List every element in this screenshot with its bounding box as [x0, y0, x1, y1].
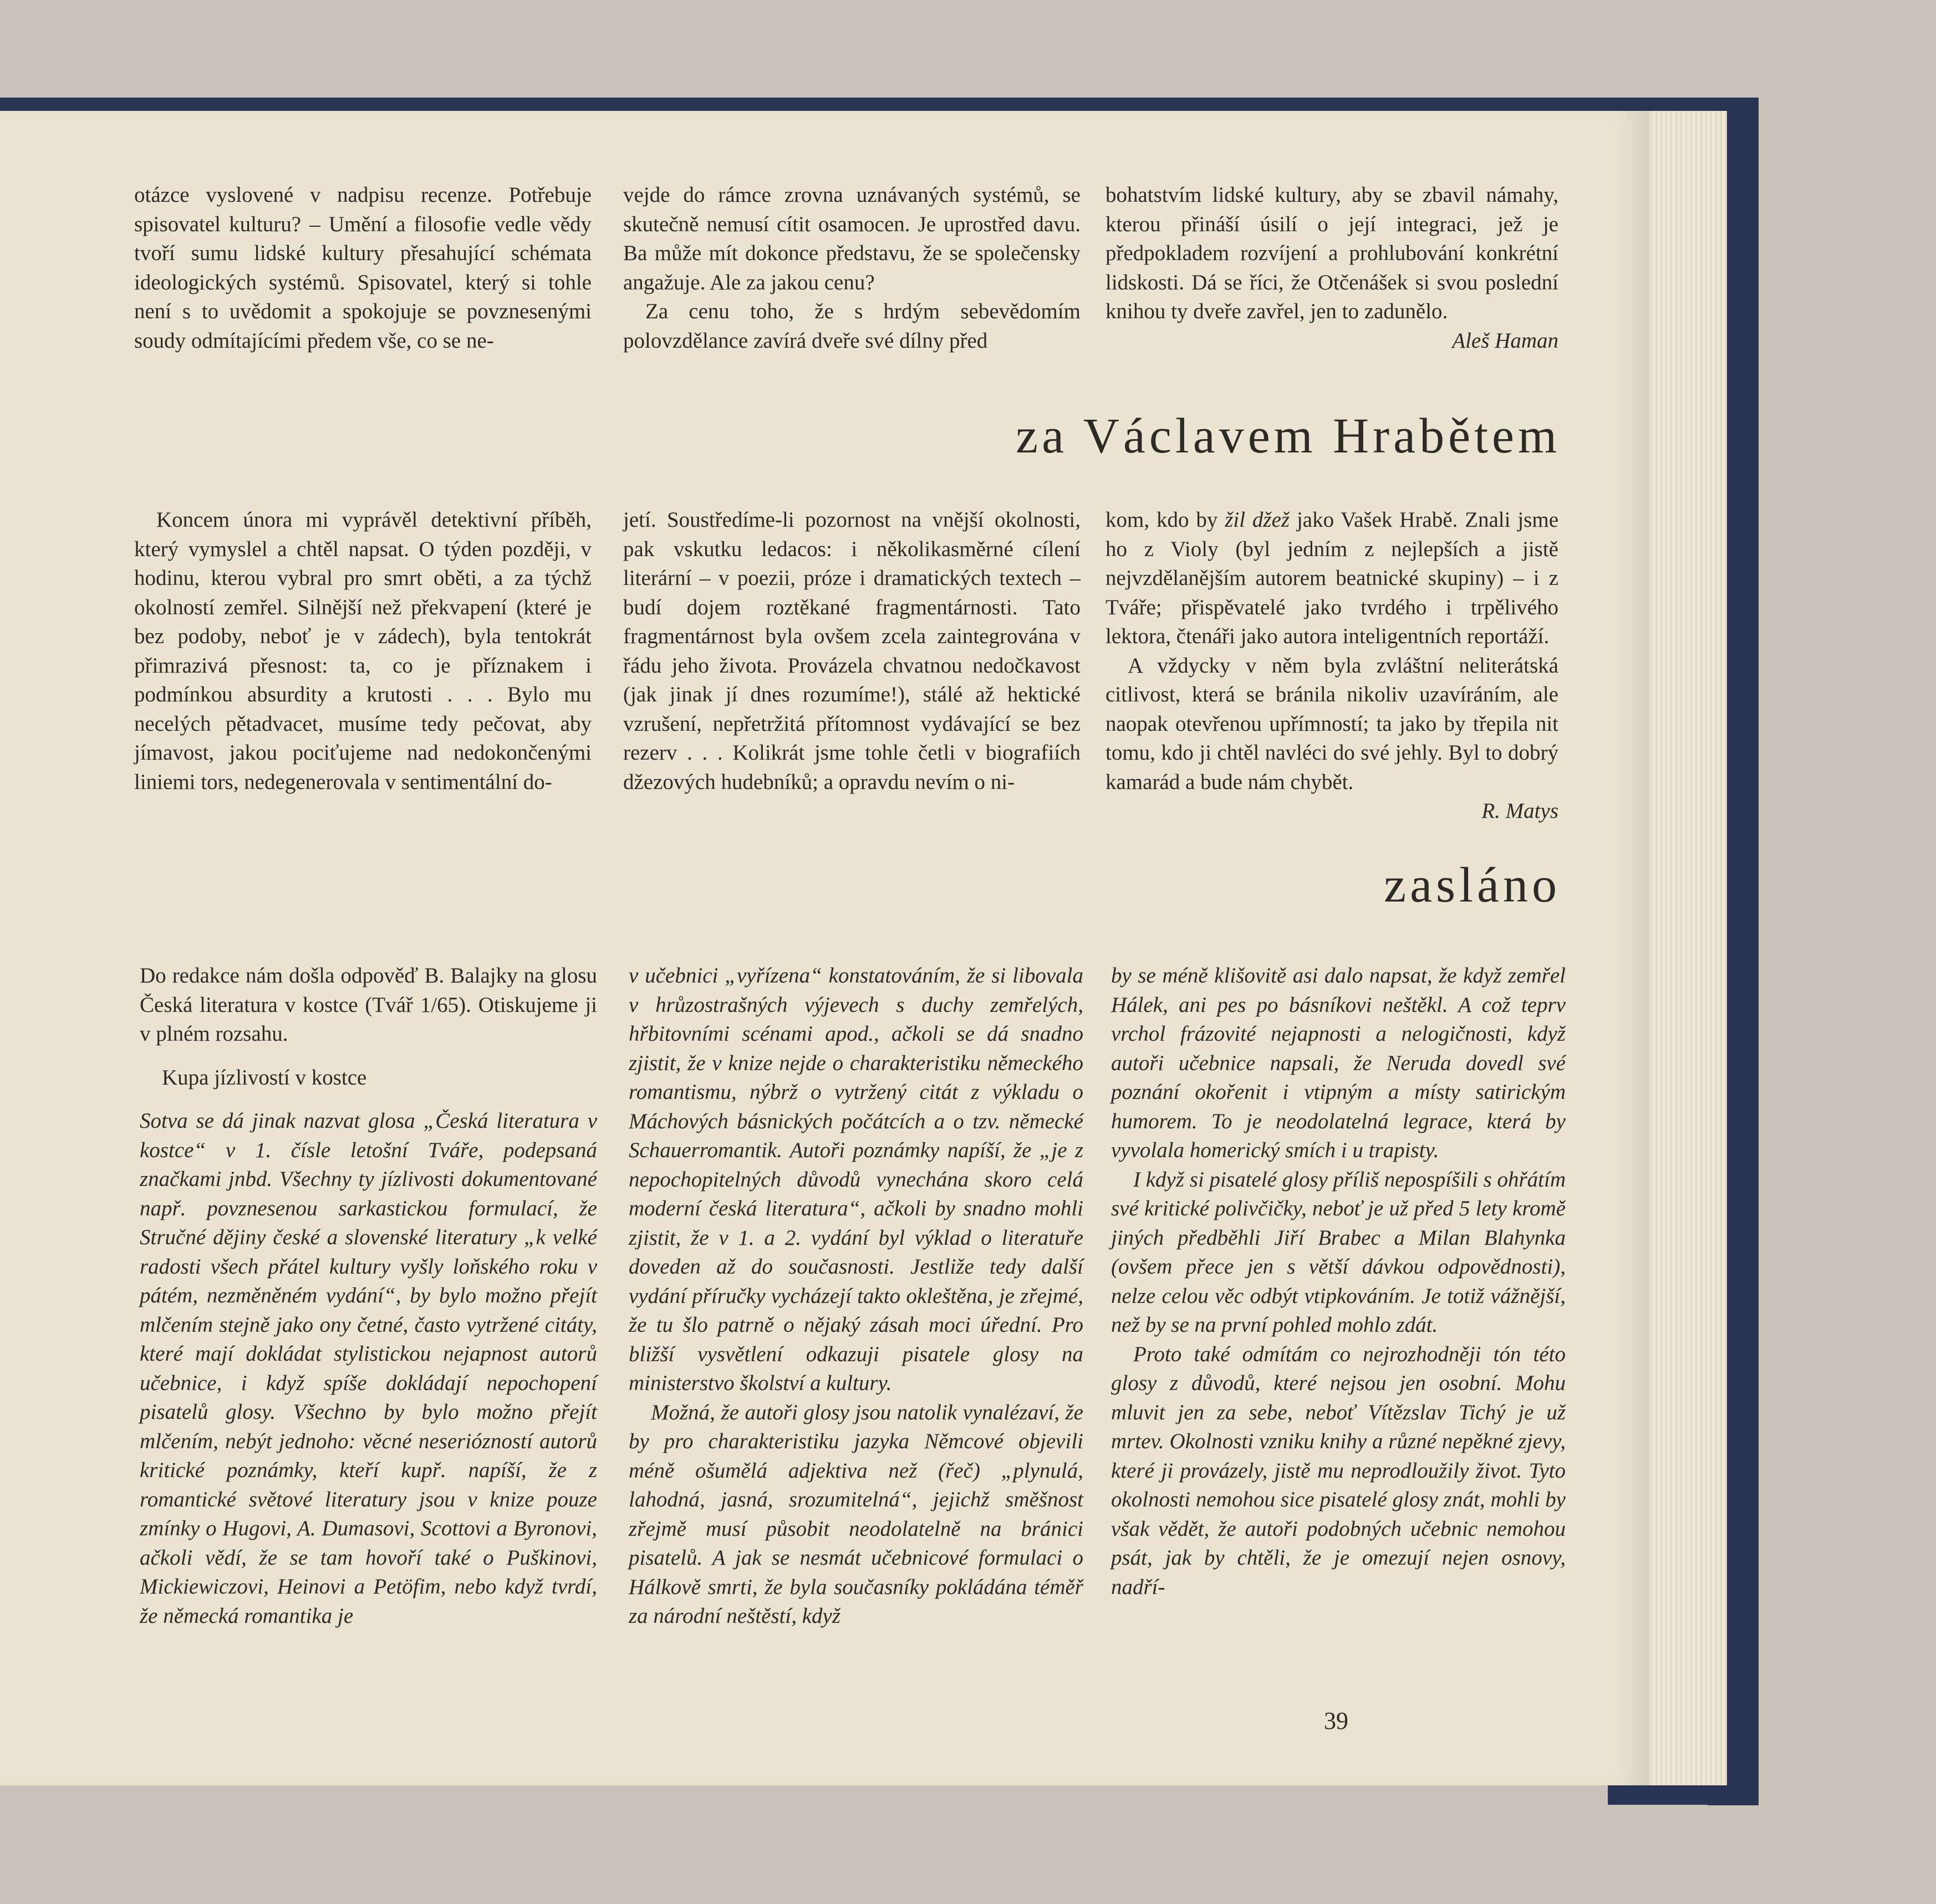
review-text-3: bohatstvím lidské kultury, aby se zbavil námahy, kterou přináší úsilí o její integraci, jež je předpokladem rozvíjení a prohlubování konkrétní lidskosti. Dá se říci, že Otčenášek si svou poslední knihou ty dveře zavřel, jen to zadunělo. [1105, 183, 1558, 323]
letters-text-3c: Proto také odmítám co nejrozhodněji tón této glosy z důvodů, které nejsou jen osobní. Mohu mluvit jen za sebe, neboť Vítězslav Tichý je už mrtev. Okolnosti vzniku knihy a různé nepěkné zjevy, které ji provázely, jistě mu neprodloužily život. Tyto okolnosti nemohou sice pisatelé glosy znát, mohli by však vědět, že autoři podobných učebnic nemohou psát, jak by chtěli, že je omezují nejen osnovy, nadří- [1111, 1342, 1566, 1599]
page-number: 39 [1324, 1707, 1348, 1734]
letters-column-1 [140, 961, 597, 1631]
letters-text-2a: v učebnici „vyřízena“ konstatováním, že si libovala v hrůzostrašných výjevech s duchy zemřelých, hřbitovními scénami apod., ačkoli se dá snadno zjistit, že v knize nejde o charakteristiku německého romantismu, nýbrž o vytržený citát z výkladu o Máchových básnických počátcích a o tzv. německé Schauerromantik. Autoři poznámky napíší, že „je z nepochopitelných důvodů vynechána skoro celá moderní česká literatura“, ačkoli by snadno mohli zjistit, že v 1. a 2. vydání byl výklad o literatuře doveden až do současnosti. Jestliže tedy další vydání příručky vycházejí takto okleštěna, je zřejmé, že tu šlo patrně o nějaký zásah moci úřední. Pro bližší vysvětlení odkazuji pisatele glosy na ministerstvo školství a kultury. [629, 964, 1083, 1395]
obituary-text-2: jetí. Soustředíme-li pozornost na vnější okolnosti, pak vskutku ledacos: i několikasměrné cílení literární – v poezii, próze i dramatických textech – budí dojem roztěkané fragmentárnosti. Tato fragmentárnost byla ovšem zcela zaintegrována v řádu jeho života. Provázela chvatnou nedočkavost (jak jinak jí dnes rozumíme!), stálé až hektické vzrušení, nepřetržitá přítomnost vydávající se bez rezerv . . . Kolikrát jsme tohle četli v biografiích džezových hudebníků; a opravdu nevím o ni- [623, 508, 1081, 794]
letters-text-3a: by se méně klišovitě asi dalo napsat, že když zemřel Hálek, ani pes po básníkovi neštěkl. A což teprv vrchol frázovité nejapnosti a nelogičnosti, když autoři učebnice napsali, že Neruda dovedl své poznání okořenit i vtipným a místy satirickým humorem. To je neodolatelná legrace, která by vyvolala homerický smích i u trapisty. [1111, 964, 1566, 1162]
review-text-1: otázce vyslovené v nadpisu recenze. Potřebuje spisovatel kulturu? – Umění a filosofie vedle vědy tvoří sumu lidské kultury přesahující schémata ideologických systémů. Spisovatel, který si tohle není s to uvědomit a spokojuje se povznesenými soudy odmítajícími předem vše, co se ne- [134, 183, 592, 353]
obituary-text-3a [1105, 506, 1558, 651]
letters-text-3b: I když si pisatelé glosy příliš nepospíšili s ohřátím své kritické polivčičky, neboť je už před 5 lety kromě jiných předběhli Jiří Brabec a Milan Blahynka (ovšem přece jen s větší dávkou odpovědnosti), nelze celou věc odbýt vtipkováním. Je totiž vážnější, než by se na první pohled mohlo zdát. [1111, 1167, 1566, 1337]
obituary-text-3a-start: kom, kdo by [1105, 508, 1225, 532]
review-signature: Aleš Haman [1452, 328, 1558, 353]
review-column-1 [134, 181, 592, 355]
review-text-2b: Za cenu toho, že s hrdým sebevědomím polovzdělance zavírá dveře své dílny před [623, 299, 1081, 353]
obituary-text-3a-end: jako Vašek Hrabě. Znali jsme ho z Violy (byl jedním z nejlepších a jistě nejvzdělanějším autorem beatnické skupiny) – i z Tváře; přispěvatelé jako tvrdého i trpělivého lektora, čtenáři jako autora inteligentních reportáží. [1105, 508, 1558, 648]
letters-text-2b: Možná, že autoři glosy jsou natolik vynalézaví, že by pro charakteristiku jazyka Němcové objevili méně ošumělá adjektiva než (řeč) „plynulá, lahodná, jasná, srozumitelná“, jejichž směšnost zřejmě musí působit neodolatelně na bránici pisatelů. A jak se nesmát učebnicové formulaci o Hálkově smrti, že byla současníky pokládána téměř za národní neštěstí, když [629, 1400, 1083, 1628]
obituary-heading: za Václavem Hrabětem [1016, 409, 1561, 464]
letters-text-1: Sotva se dá jinak nazvat glosa „Česká literatura v kostce“ v 1. čísle letošní Tváře, podepsaná značkami jnbd. Všechny ty jízlivosti dokumentované např. povznesenou sarkastickou formulací, že Stručné dějiny české a slovenské literatury „k velké radosti všech přátel kultury vyšly loňského roku v pátém, nezměněném vydání“, by bylo možno přejít mlčením stejně jako ony četné, často vytržené citáty, které mají dokládat stylistickou nejapnost autorů učebnice, i když spíše dokládají nepochopení pisatelů glosy. Všechno by bylo možno přejít mlčením, nebýt jednoho: věcné neseriózností autorů kritické poznámky, kteří kupř. napíší, že z romantické světové literatury jsou v knize pouze zmínky o Hugovi, A. Dumasovi, Scottovi a Byronovi, ačkoli vědí, že se tam hovoří také o Puškinovi, Mickiewiczovi, Heinovi a Petöfim, nebo když tvrdí, že německá romantika je [140, 1109, 597, 1628]
obituary-column-3 [1105, 506, 1558, 826]
letters-heading: zasláno [1384, 858, 1561, 913]
obituary-signature: R. Matys [1481, 799, 1558, 823]
book-cover-bottom [1608, 1783, 1759, 1805]
review-column-3 [1105, 181, 1558, 355]
obituary-text-3b: A vždycky v něm byla zvláštní neliterátská citlivost, která se bránila nikoliv uzavíráním, ale naopak otevřenou upřímností; ta jako by třepila nit tomu, kdo ji chtěl navléci do své jehly. Byl to dobrý kamarád a bude nám chybět. [1105, 653, 1558, 794]
obituary-emphasis: žil džež [1225, 508, 1290, 532]
letters-intro: Do redakce nám došla odpověď B. Balajky na glosu Česká literatura v kostce (Tvář 1/65). Otiskujeme ji v plném rozsahu. [140, 964, 597, 1046]
review-column-2 [623, 181, 1081, 355]
letters-column-3 [1111, 961, 1566, 1602]
letters-column-2 [629, 961, 1083, 1631]
review-text-2a: vejde do rámce zrovna uznávaných systémů, se skutečně nemusí cítit osamocen. Je uprostřed davu. Ba může mít dokonce představu, že se společensky angažuje. Ale za jakou cenu? [623, 183, 1081, 294]
obituary-column-1 [134, 506, 592, 797]
letters-title: Kupa jízlivostí v kostce [162, 1065, 367, 1090]
obituary-column-2 [623, 506, 1081, 797]
obituary-text-1: Koncem února mi vyprávěl detektivní příběh, který vymyslel a chtěl napsat. O týden později, v hodinu, kterou vybral pro smrt oběti, a za týchž okolností zemřel. Silnější než překvapení (které je bez podoby, neboť je v zádech), byla tentokrát přimrazivá přesnost: ta, co je příznakem i podmínkou absurdity a krutosti . . . Bylo mu necelých pětadvacet, musíme tedy pečovat, aby jímavost, jakou pociťujeme nad nedokončenými liniemi tors, nedegenerovala v sentimentální do- [134, 508, 592, 794]
